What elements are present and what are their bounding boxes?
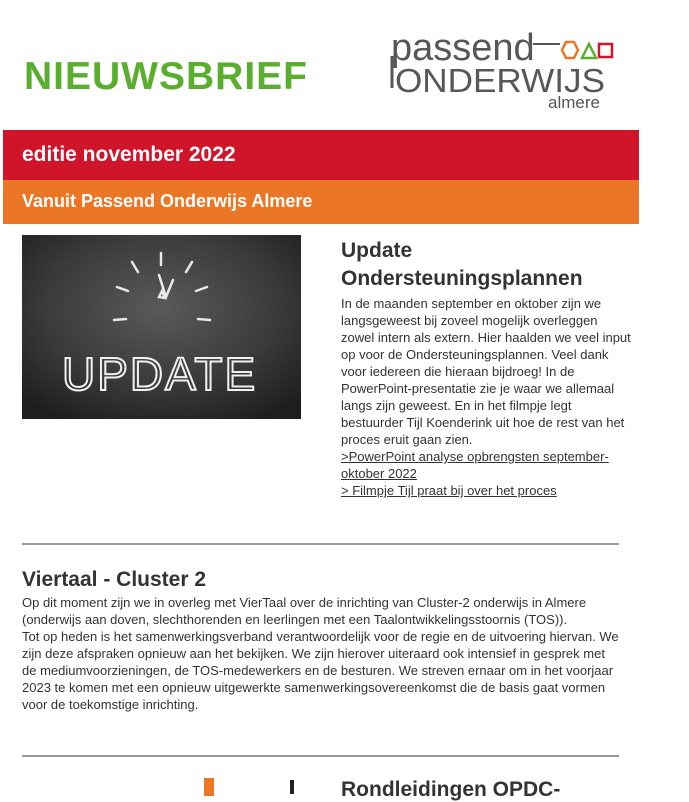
edition-banner	[3, 130, 639, 180]
svg-text:ONDERWIJS: ONDERWIJS	[395, 62, 605, 99]
divider	[22, 543, 619, 545]
section-banner	[3, 180, 639, 224]
svg-text:passend: passend	[391, 27, 535, 69]
article-title: Rondleidingen OPDC-	[341, 778, 561, 801]
newsletter-title: NIEUWSBRIEF	[24, 55, 308, 98]
divider	[22, 755, 619, 757]
edition-label: editie november 2022	[22, 143, 236, 166]
svg-text:almere: almere	[548, 93, 600, 112]
opdc-image	[22, 776, 301, 796]
passend-onderwijs-logo	[388, 20, 618, 115]
video-link[interactable]: > Filmpje Tijl praat bij over het proces	[341, 483, 557, 498]
article-update	[341, 237, 631, 499]
article-paragraph: Op dit moment zijn we in overleg met VierTaal over de inrichting van Cluster-2 onderwijs in Almere (onderwijs aan doven, slechthorenden en leerlingen met een Taalontwikkelingsstoornis (TOS)).	[22, 595, 587, 627]
svg-text:UPDATE: UPDATE	[62, 348, 258, 400]
article-paragraph: Tot op heden is het samenwerkingsverband verantwoordelijk voor de regie en de uitvoering hiervan. We zijn deze afspraken opnieuw aan het bekijken. We zijn hierover uiteraard ook intensief in gesprek met de mediumvoorzieningen, de TOS-medewerkers en de besturen. We streven ernaar om in het voorjaar 2023 te komen met een opnieuw uitgewerkte samenwerkingsovereenkomst die de basis gaat vormen voor de toekomstige inrichting.	[22, 629, 619, 712]
article-title: Update Ondersteuningsplannen	[341, 239, 583, 290]
article-viertaal	[22, 566, 622, 713]
article-body: In de maanden september en oktober zijn we langsgeweest bij zoveel mogelijk overleggen zowel intern als extern. Hier haalden we veel input op voor de Ondersteuningsplannen. Veel dank voor iedereen die hieraan bijdroeg! In de PowerPoint-presentatie zie je waar we allemaal langs zijn geweest. En in het filmpje legt bestuurder Tijl Koenderink uit hoe de rest van het proces eruit gaan zien.	[341, 296, 631, 447]
section-label: Vanuit Passend Onderwijs Almere	[22, 191, 313, 211]
masthead	[0, 0, 689, 130]
update-chalkboard-image	[22, 235, 301, 419]
powerpoint-link[interactable]: >PowerPoint analyse opbrengsten september-oktober 2022	[341, 449, 609, 481]
article-title: Viertaal - Cluster 2	[22, 568, 207, 591]
